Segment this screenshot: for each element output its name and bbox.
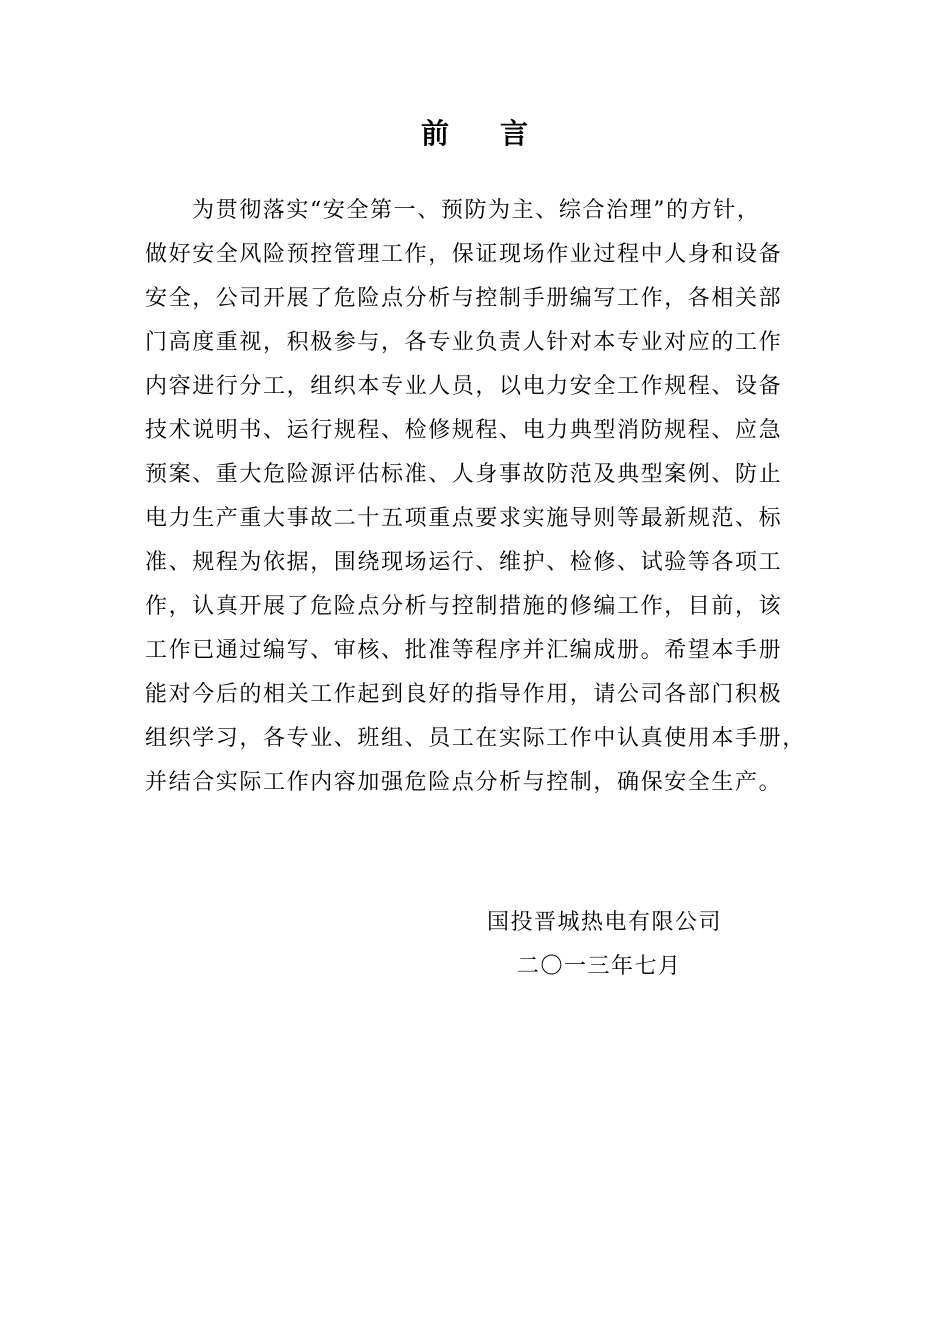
signature-date: 二〇一三年七月 <box>517 954 682 979</box>
paragraph-line-1: 为贯彻落实“安全第一、预防为主、综合治理”的方针， <box>192 198 761 223</box>
paragraph-line-11: 工作已通过编写、审核、批准等程序并汇编成册。希望本手册 <box>145 638 783 663</box>
paragraph-line-5: 内容进行分工，组织本专业人员，以电力安全工作规程、设备 <box>145 374 783 399</box>
paragraph-line-10: 作，认真开展了危险点分析与控制措施的修编工作，目前，该 <box>145 594 783 619</box>
paragraph-line-12: 能对今后的相关工作起到良好的指导作用，请公司各部门积极 <box>145 682 783 707</box>
paragraph-line-6: 技术说明书、运行规程、检修规程、电力典型消防规程、应急 <box>145 418 783 443</box>
paragraph-line-8: 电力生产重大事故二十五项重点要求实施导则等最新规范、标 <box>145 506 783 531</box>
paragraph-line-4: 门高度重视，积极参与，各专业负责人针对本专业对应的工作 <box>145 330 783 355</box>
page-title <box>0 112 950 156</box>
paragraph-line-7: 预案、重大危险源评估标准、人身事故防范及典型案例、防止 <box>145 462 783 487</box>
paragraph-line-13: 组织学习，各专业、班组、员工在实际工作中认真使用本手册， <box>145 726 806 751</box>
title-char-2: 言 <box>500 117 530 150</box>
company-signature: 国投晋城热电有限公司 <box>487 910 723 935</box>
paragraph-line-3: 安全，公司开展了危险点分析与控制手册编写工作，各相关部 <box>145 286 783 311</box>
title-char-1: 前 <box>420 117 450 150</box>
paragraph-line-9: 准、规程为依据，围绕现场运行、维护、检修、试验等各项工 <box>145 550 783 575</box>
paragraph-line-14: 并结合实际工作内容加强危险点分析与控制，确保安全生产。 <box>145 770 783 795</box>
paragraph-line-2: 做好安全风险预控管理工作，保证现场作业过程中人身和设备 <box>145 242 783 267</box>
